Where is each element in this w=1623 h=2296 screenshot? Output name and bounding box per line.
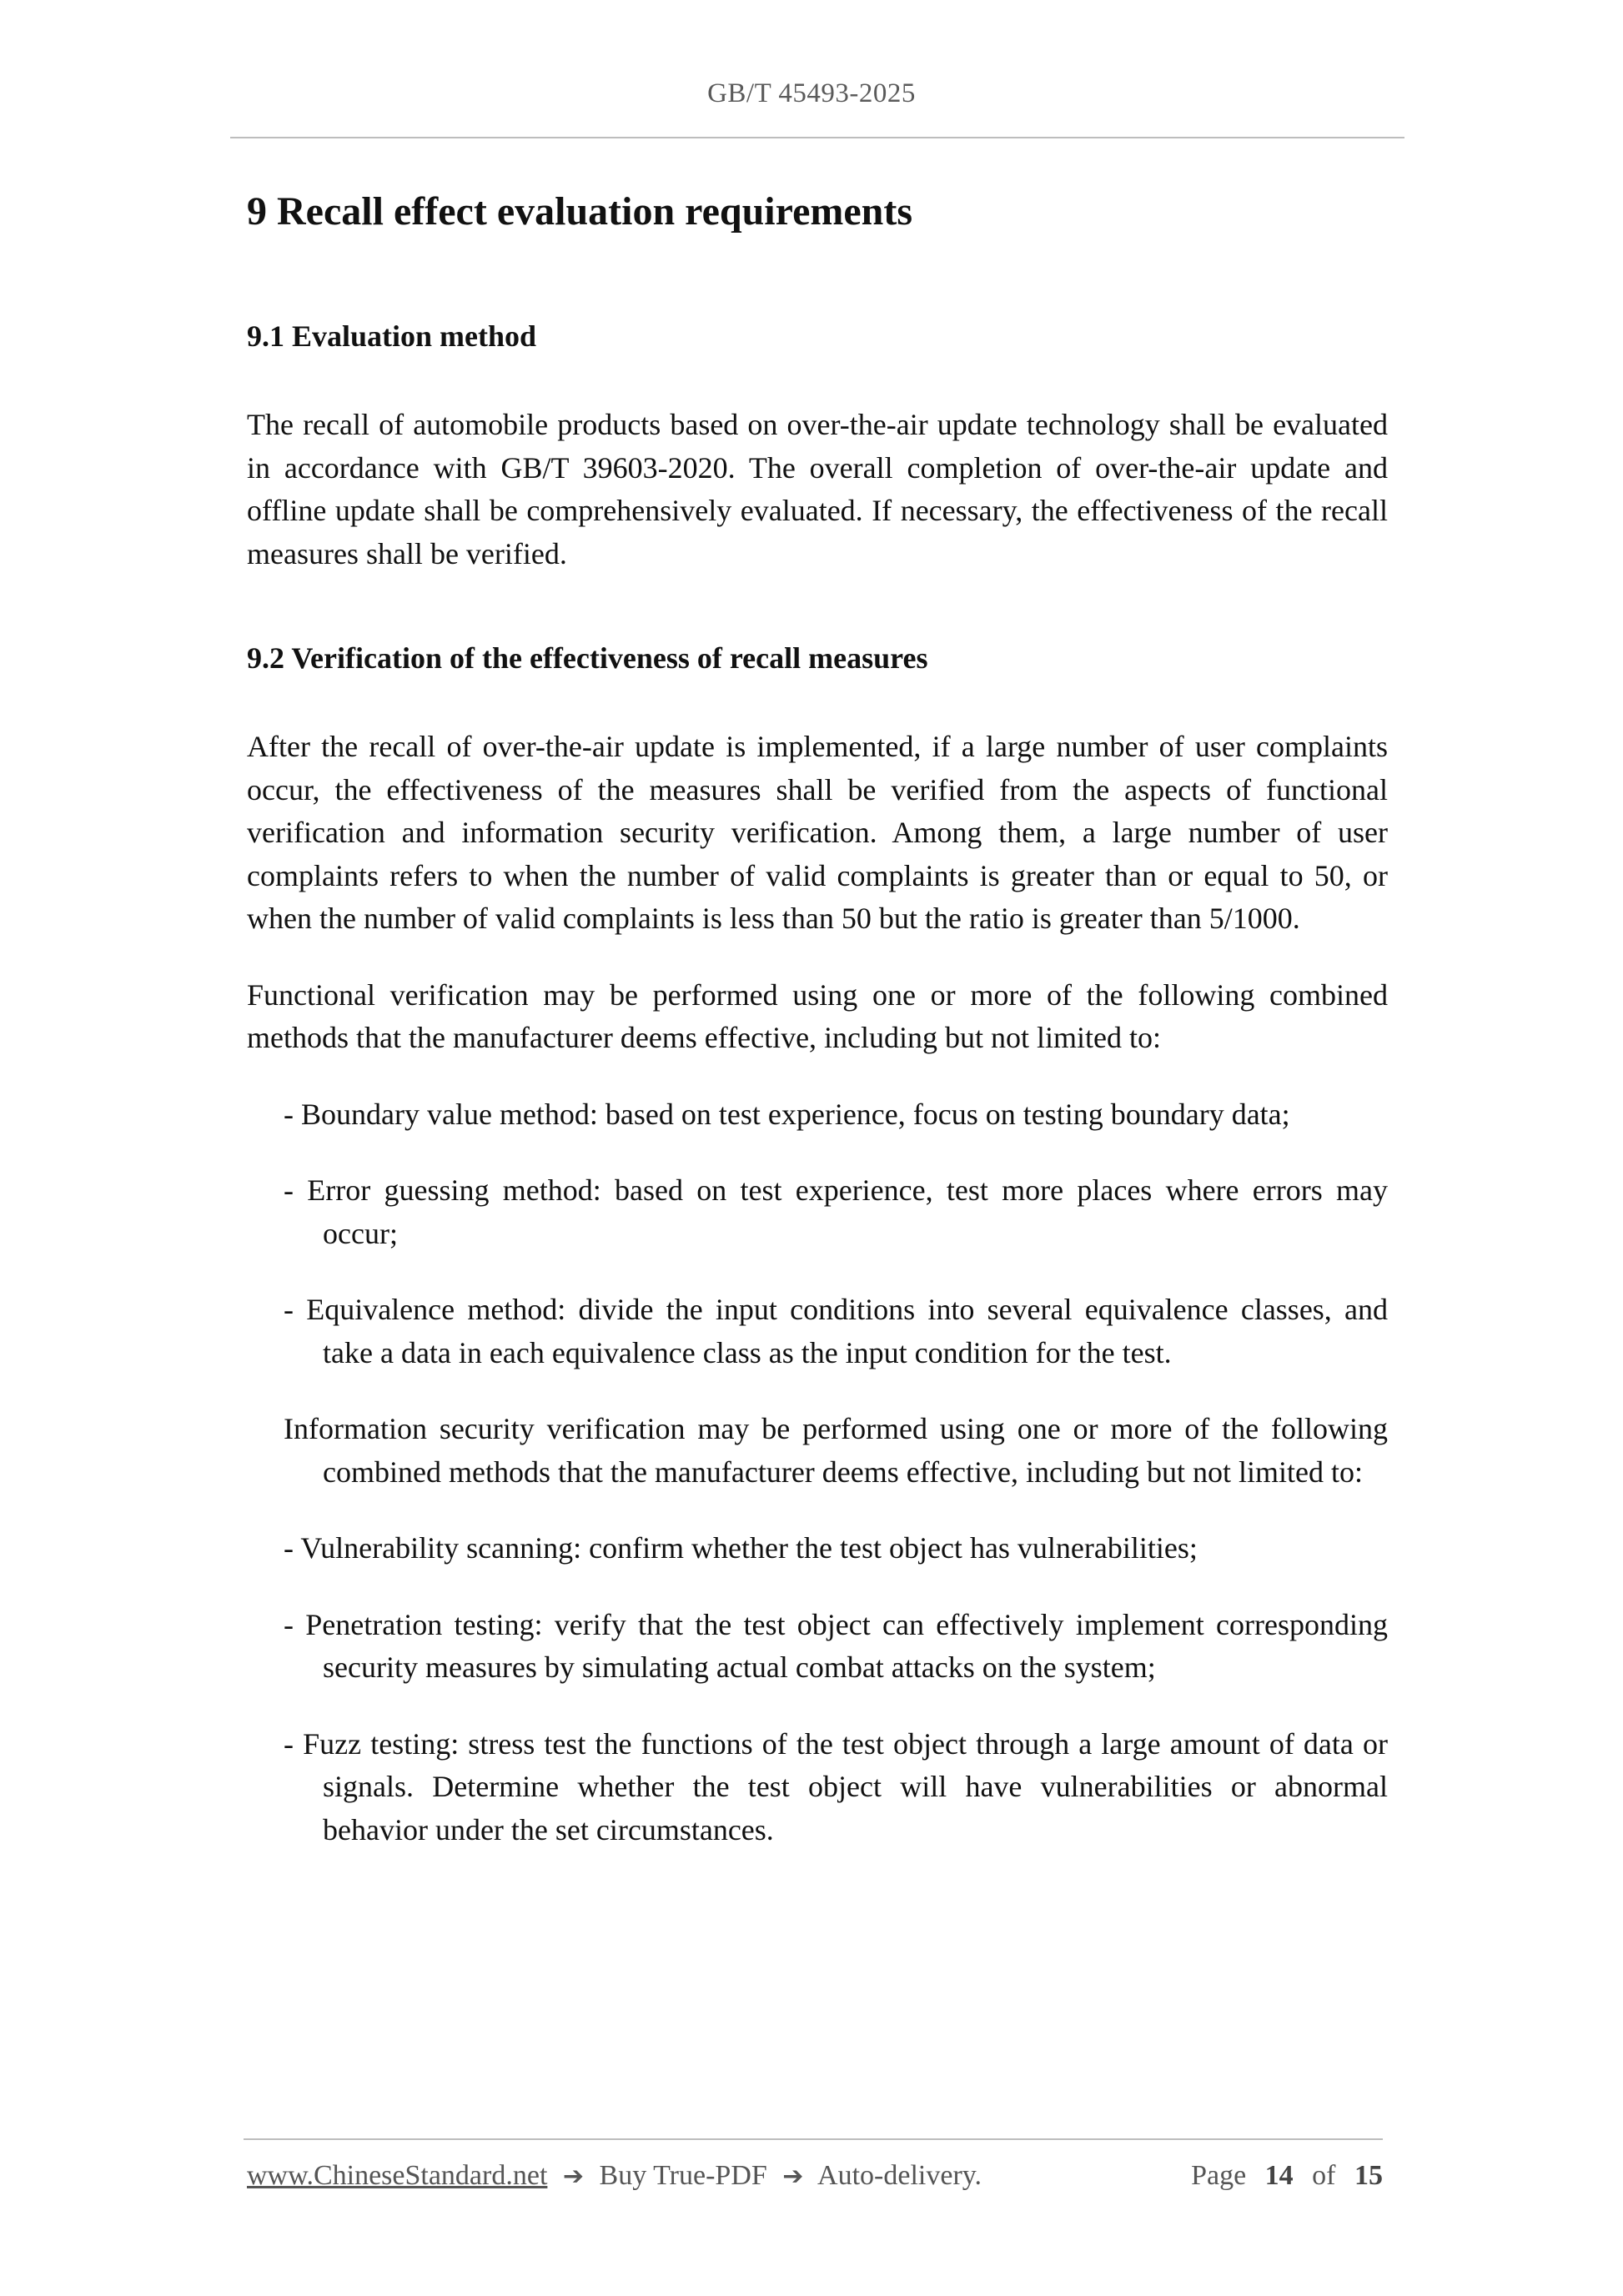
verification-paragraph: After the recall of over-the-air update is implemented, if a large number of user complaints occur, the effectiveness of the measures shall be verified from the aspects of functional verification and information security verification. Among them, a large number of user complaints refers to when the number of valid complaints is greater than or equal to 50, or when the number of valid complaints is less than 50 but the ratio is greater than 5/1000. [247,730,1388,935]
auto-delivery-label: Auto-delivery. [817,2160,982,2191]
evaluation-method-paragraph: The recall of automobile products based on over-the-air update technology shall be evaluated in accordance with GB/T 39603-2020. The overall completion of over-the-air update and offline update shall be comprehensively evaluated. If necessary, the effectiveness of the recall measures shall be verified. [247,408,1388,570]
page-footer [247,2160,1383,2192]
security-verification-intro: Information security verification may be performed using one or more of the following combined methods that the manufacturer deems effective, including but not limited to: [284,1412,1388,1489]
current-page: 14 [1264,2160,1294,2191]
functional-verification-intro: Functional verification may be performed using one or more of the following combined methods that the manufacturer deems effective, including but not limited to: [247,977,1388,1054]
document-body [247,185,1388,1851]
page-number: Page 14 of 15 [1191,2160,1383,2191]
header-divider [230,137,1404,138]
website-link[interactable]: www.ChineseStandard.net [247,2160,548,2191]
subsection-title-verification: 9.2 Verification of the effectiveness of recall measures [247,641,928,675]
page-header: GB/T 45493-2025 [707,78,916,108]
list-item-boundary-value: - Boundary value method: based on test experience, focus on testing boundary data; [284,1097,1290,1131]
right-arrow-icon: ➔ [562,2162,585,2191]
total-pages: 15 [1354,2160,1383,2191]
right-arrow-icon: ➔ [782,2162,804,2191]
list-item-penetration-testing: - Penetration testing: verify that the test object can effectively implement corresponding security measures by simulating actual combat attacks on the system; [284,1607,1388,1684]
list-item-error-guessing: - Error guessing method: based on test experience, test more places where errors may occur; [284,1173,1388,1250]
buy-pdf-label: Buy True-PDF [599,2160,767,2191]
list-item-vulnerability-scanning: - Vulnerability scanning: confirm whether the test object has vulnerabilities; [284,1531,1198,1565]
list-item-equivalence: - Equivalence method: divide the input conditions into several equivalence classes, and take a data in each equivalence class as the input condition for the test. [284,1293,1388,1369]
subsection-title-evaluation-method: 9.1 Evaluation method [247,319,537,353]
footer-links [247,2160,982,2192]
list-item-fuzz-testing: - Fuzz testing: stress test the functions of the test object through a large amount of data or signals. Determine whether the test object will have vulnerabilities or abnormal behavior under the set circumstances. [284,1726,1388,1846]
section-title: 9 Recall effect evaluation requirements [247,189,913,234]
footer-divider [244,2138,1383,2140]
